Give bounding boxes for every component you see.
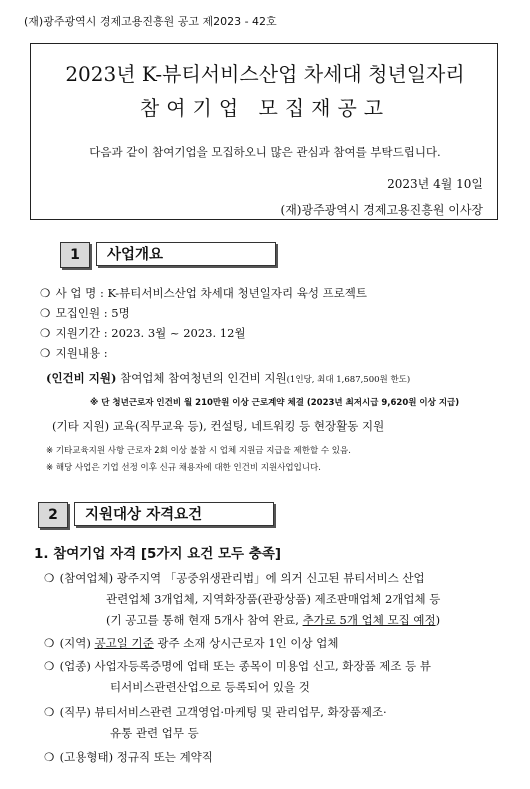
section2-title: 지원대상 자격요건 bbox=[74, 502, 274, 526]
bullet-icon: ❍ bbox=[44, 659, 55, 673]
section1-title: 사업개요 bbox=[96, 242, 276, 266]
req-employment: ❍ (고용형태) 정규직 또는 계약직 bbox=[44, 750, 213, 764]
labor-note: ※ 단 청년근로자 인건비 월 210만원 이상 근로계약 체결 (2023년 최저시급 9,620원 이상 지급) bbox=[90, 398, 460, 408]
note-training: ※ 기타교육지원 사항 근로자 2회 이상 불참 시 업체 지원금 지급을 제한할 수 있음. bbox=[46, 446, 351, 456]
bullet-icon: ❍ bbox=[40, 326, 51, 340]
req-industry-line2: 티서비스관련산업으로 등록되어 있을 것 bbox=[110, 680, 310, 694]
section2-header bbox=[38, 502, 278, 528]
bullet-icon: ❍ bbox=[44, 636, 55, 650]
section1-number: 1 bbox=[60, 242, 90, 268]
overview-item-count: ❍ 모집인원 : 5명 bbox=[40, 306, 130, 320]
notice-number: (재)광주광역시 경제고용진흥원 공고 제2023 - 42호 bbox=[24, 15, 277, 28]
overview-item-period: ❍ 지원기간 : 2023. 3월 ~ 2023. 12월 bbox=[40, 326, 246, 340]
bullet-icon: ❍ bbox=[44, 705, 55, 719]
overview-item-name: ❍ 사 업 명 : K-뷰티서비스산업 차세대 청년일자리 육성 프로젝트 bbox=[40, 286, 368, 300]
overview-item-support: ❍ 지원내용 : bbox=[40, 346, 108, 360]
labor-support: (인건비 지원) 참여업체 참여청년의 인건비 지원(1인당, 최대 1,687,500원 한도) bbox=[46, 371, 411, 385]
bullet-icon: ❍ bbox=[40, 286, 51, 300]
bullet-icon: ❍ bbox=[44, 750, 55, 764]
req-company-line2: 관련업체 3개업체, 지역화장품(관광상품) 제조판매업체 2개업체 등 bbox=[106, 592, 441, 606]
req-job-line1: ❍ (직무) 뷰티서비스관련 고객영업·마케팅 및 관리업무, 화장품제조· bbox=[44, 705, 387, 719]
note-new-hire: ※ 해당 사업은 기업 선정 이후 신규 채용자에 대한 인건비 지원사업입니다. bbox=[46, 463, 321, 473]
req-job-line2: 유통 관련 업무 등 bbox=[110, 726, 199, 740]
section1-header bbox=[60, 242, 280, 268]
other-support: (기타 지원) 교육(직무교육 등), 컨설팅, 네트워킹 등 현장활동 지원 bbox=[52, 419, 385, 433]
issuer: (재)광주광역시 경제고용진흥원 이사장 bbox=[280, 203, 483, 217]
req-region: ❍ (지역) 공고일 기준 광주 소재 상시근로자 1인 이상 업체 bbox=[44, 636, 339, 650]
bullet-icon: ❍ bbox=[40, 346, 51, 360]
announcement-date: 2023년 4월 10일 bbox=[387, 177, 483, 191]
req-industry-line1: ❍ (업종) 사업자등록증명에 업태 또는 종목이 미용업 신고, 화장품 제조 등 뷰 bbox=[44, 659, 431, 673]
title-box bbox=[30, 43, 498, 220]
req-company-line1: ❍ (참여업체) 광주지역 「공중위생관리법」에 의거 신고된 뷰티서비스 산업 bbox=[44, 571, 425, 585]
qualification-heading: 1. 참여기업 자격 [5가지 요건 모두 충족] bbox=[34, 546, 282, 562]
page-title-line1: 2023년 K-뷰티서비스산업 차세대 청년일자리 bbox=[65, 62, 465, 86]
bullet-icon: ❍ bbox=[44, 571, 55, 585]
page-title-line2: 참여기업 모집재공고 bbox=[139, 96, 391, 120]
req-company-line3: (기 공고를 통해 현재 5개사 참여 완료, 추가로 5개 업체 모집 예정) bbox=[106, 613, 441, 627]
bullet-icon: ❍ bbox=[40, 306, 51, 320]
intro-text: 다음과 같이 참여기업을 모집하오니 많은 관심과 참여를 부탁드립니다. bbox=[89, 145, 441, 159]
section2-number: 2 bbox=[38, 502, 68, 528]
